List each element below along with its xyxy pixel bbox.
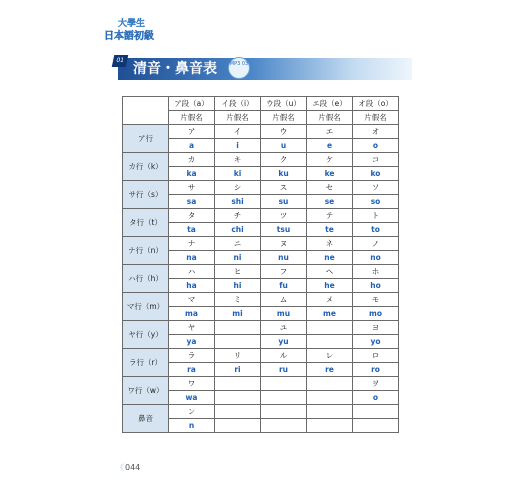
row-label: ヤ行（y） <box>123 321 169 349</box>
romaji-cell <box>215 419 261 433</box>
row-label: ア行 <box>123 125 169 153</box>
katakana-cell: ワ <box>169 377 215 391</box>
romaji-cell: ho <box>353 279 399 293</box>
kana-row <box>123 209 399 223</box>
romaji-cell: no <box>353 251 399 265</box>
romaji-cell: shi <box>215 195 261 209</box>
romaji-cell: chi <box>215 223 261 237</box>
katakana-cell <box>215 405 261 419</box>
row-label: ハ行（h） <box>123 265 169 293</box>
table-corner-cell <box>123 97 169 125</box>
romaji-cell: sa <box>169 195 215 209</box>
romaji-cell <box>215 391 261 405</box>
katakana-cell: ロ <box>353 349 399 363</box>
katakana-cell <box>261 377 307 391</box>
column-header-row <box>123 97 399 111</box>
katakana-cell: ヒ <box>215 265 261 279</box>
romaji-cell: ku <box>261 167 307 181</box>
katakana-cell: チ <box>215 209 261 223</box>
column-header: ウ段（u） <box>261 97 307 111</box>
romaji-cell: re <box>307 363 353 377</box>
katakana-cell: オ <box>353 125 399 139</box>
column-subheader: 片假名 <box>353 111 399 125</box>
romaji-cell: su <box>261 195 307 209</box>
katakana-cell: ス <box>261 181 307 195</box>
katakana-cell: ミ <box>215 293 261 307</box>
katakana-cell: タ <box>169 209 215 223</box>
romaji-cell <box>307 419 353 433</box>
romaji-cell <box>307 391 353 405</box>
row-label: カ行（k） <box>123 153 169 181</box>
row-label: ナ行（n） <box>123 237 169 265</box>
romaji-cell: yu <box>261 335 307 349</box>
katakana-cell <box>215 377 261 391</box>
row-label: マ行（m） <box>123 293 169 321</box>
katakana-cell: ノ <box>353 237 399 251</box>
column-header: ア段（a） <box>169 97 215 111</box>
katakana-cell <box>261 405 307 419</box>
kana-row <box>123 265 399 279</box>
katakana-cell: テ <box>307 209 353 223</box>
romaji-cell: n <box>169 419 215 433</box>
katakana-cell: ク <box>261 153 307 167</box>
romaji-cell: ha <box>169 279 215 293</box>
katakana-cell: モ <box>353 293 399 307</box>
kana-table <box>122 96 399 433</box>
katakana-cell: フ <box>261 265 307 279</box>
romaji-cell <box>261 391 307 405</box>
katakana-cell: イ <box>215 125 261 139</box>
romaji-cell: ko <box>353 167 399 181</box>
romaji-cell: o <box>353 391 399 405</box>
romaji-cell: ya <box>169 335 215 349</box>
section-title: 清音・鼻音表 <box>133 61 217 77</box>
row-label: ワ行（w） <box>123 377 169 405</box>
katakana-cell: ユ <box>261 321 307 335</box>
kana-row <box>123 349 399 363</box>
row-label: ラ行（r） <box>123 349 169 377</box>
romaji-cell: te <box>307 223 353 237</box>
romaji-cell <box>261 419 307 433</box>
romaji-cell: ma <box>169 307 215 321</box>
page-arrow-icon: 《 <box>116 463 124 472</box>
romaji-cell: i <box>215 139 261 153</box>
romaji-cell: ta <box>169 223 215 237</box>
katakana-cell: ト <box>353 209 399 223</box>
katakana-cell: ソ <box>353 181 399 195</box>
katakana-cell: ウ <box>261 125 307 139</box>
kana-row <box>123 377 399 391</box>
column-header: エ段（e） <box>307 97 353 111</box>
katakana-cell: ラ <box>169 349 215 363</box>
romaji-cell: ni <box>215 251 261 265</box>
row-label: サ行（s） <box>123 181 169 209</box>
romaji-cell: u <box>261 139 307 153</box>
katakana-cell: ム <box>261 293 307 307</box>
katakana-cell: ヨ <box>353 321 399 335</box>
katakana-cell <box>353 405 399 419</box>
romaji-cell: e <box>307 139 353 153</box>
kana-row <box>123 321 399 335</box>
section-number-tab: 01 <box>112 55 129 67</box>
katakana-cell: マ <box>169 293 215 307</box>
page-number <box>116 462 140 473</box>
katakana-cell: シ <box>215 181 261 195</box>
book-logo <box>104 16 166 46</box>
katakana-cell: メ <box>307 293 353 307</box>
katakana-cell <box>307 377 353 391</box>
katakana-cell <box>307 405 353 419</box>
column-subheader: 片假名 <box>307 111 353 125</box>
katakana-cell: ツ <box>261 209 307 223</box>
romaji-cell: mu <box>261 307 307 321</box>
column-subheader: 片假名 <box>215 111 261 125</box>
kana-row <box>123 237 399 251</box>
katakana-cell: カ <box>169 153 215 167</box>
romaji-cell: ka <box>169 167 215 181</box>
romaji-cell: he <box>307 279 353 293</box>
column-header: オ段（o） <box>353 97 399 111</box>
romaji-cell: ro <box>353 363 399 377</box>
katakana-cell: ニ <box>215 237 261 251</box>
katakana-cell: コ <box>353 153 399 167</box>
katakana-cell: ヤ <box>169 321 215 335</box>
romaji-cell: ne <box>307 251 353 265</box>
romaji-cell: wa <box>169 391 215 405</box>
kana-row <box>123 181 399 195</box>
romaji-cell: ra <box>169 363 215 377</box>
romaji-cell: se <box>307 195 353 209</box>
katakana-cell: レ <box>307 349 353 363</box>
katakana-cell: ン <box>169 405 215 419</box>
katakana-cell <box>307 321 353 335</box>
kana-row <box>123 293 399 307</box>
katakana-cell: ア <box>169 125 215 139</box>
romaji-cell: ru <box>261 363 307 377</box>
romaji-cell: hi <box>215 279 261 293</box>
romaji-cell: me <box>307 307 353 321</box>
romaji-cell: mi <box>215 307 261 321</box>
romaji-cell: na <box>169 251 215 265</box>
kana-row <box>123 405 399 419</box>
romaji-cell: ki <box>215 167 261 181</box>
katakana-cell: サ <box>169 181 215 195</box>
romaji-cell: nu <box>261 251 307 265</box>
katakana-cell: リ <box>215 349 261 363</box>
row-label: タ行（t） <box>123 209 169 237</box>
kana-row <box>123 153 399 167</box>
katakana-cell: セ <box>307 181 353 195</box>
romaji-cell <box>215 335 261 349</box>
romaji-cell <box>307 335 353 349</box>
romaji-cell <box>353 419 399 433</box>
romaji-cell: o <box>353 139 399 153</box>
katakana-cell: キ <box>215 153 261 167</box>
column-subheader: 片假名 <box>261 111 307 125</box>
katakana-cell: ヘ <box>307 265 353 279</box>
katakana-cell: ナ <box>169 237 215 251</box>
romaji-cell: so <box>353 195 399 209</box>
audio-track-badge: MP3 03 <box>228 57 250 79</box>
katakana-cell: ホ <box>353 265 399 279</box>
romaji-cell: mo <box>353 307 399 321</box>
romaji-cell: to <box>353 223 399 237</box>
katakana-cell: ケ <box>307 153 353 167</box>
logo-line2: 日本語初級 <box>104 31 154 42</box>
column-header: イ段（i） <box>215 97 261 111</box>
katakana-cell <box>215 321 261 335</box>
page-number-text: 044 <box>125 463 141 472</box>
romaji-cell: fu <box>261 279 307 293</box>
column-subheader: 片假名 <box>169 111 215 125</box>
row-label: 鼻音 <box>123 405 169 433</box>
katakana-cell: ヲ <box>353 377 399 391</box>
katakana-cell: ヌ <box>261 237 307 251</box>
romaji-cell: ke <box>307 167 353 181</box>
romaji-cell: tsu <box>261 223 307 237</box>
katakana-cell: エ <box>307 125 353 139</box>
katakana-cell: ネ <box>307 237 353 251</box>
kana-row <box>123 125 399 139</box>
romaji-cell: a <box>169 139 215 153</box>
katakana-cell: ハ <box>169 265 215 279</box>
logo-line1: 大學生 <box>118 19 146 29</box>
katakana-cell: ル <box>261 349 307 363</box>
romaji-cell: yo <box>353 335 399 349</box>
romaji-cell: ri <box>215 363 261 377</box>
